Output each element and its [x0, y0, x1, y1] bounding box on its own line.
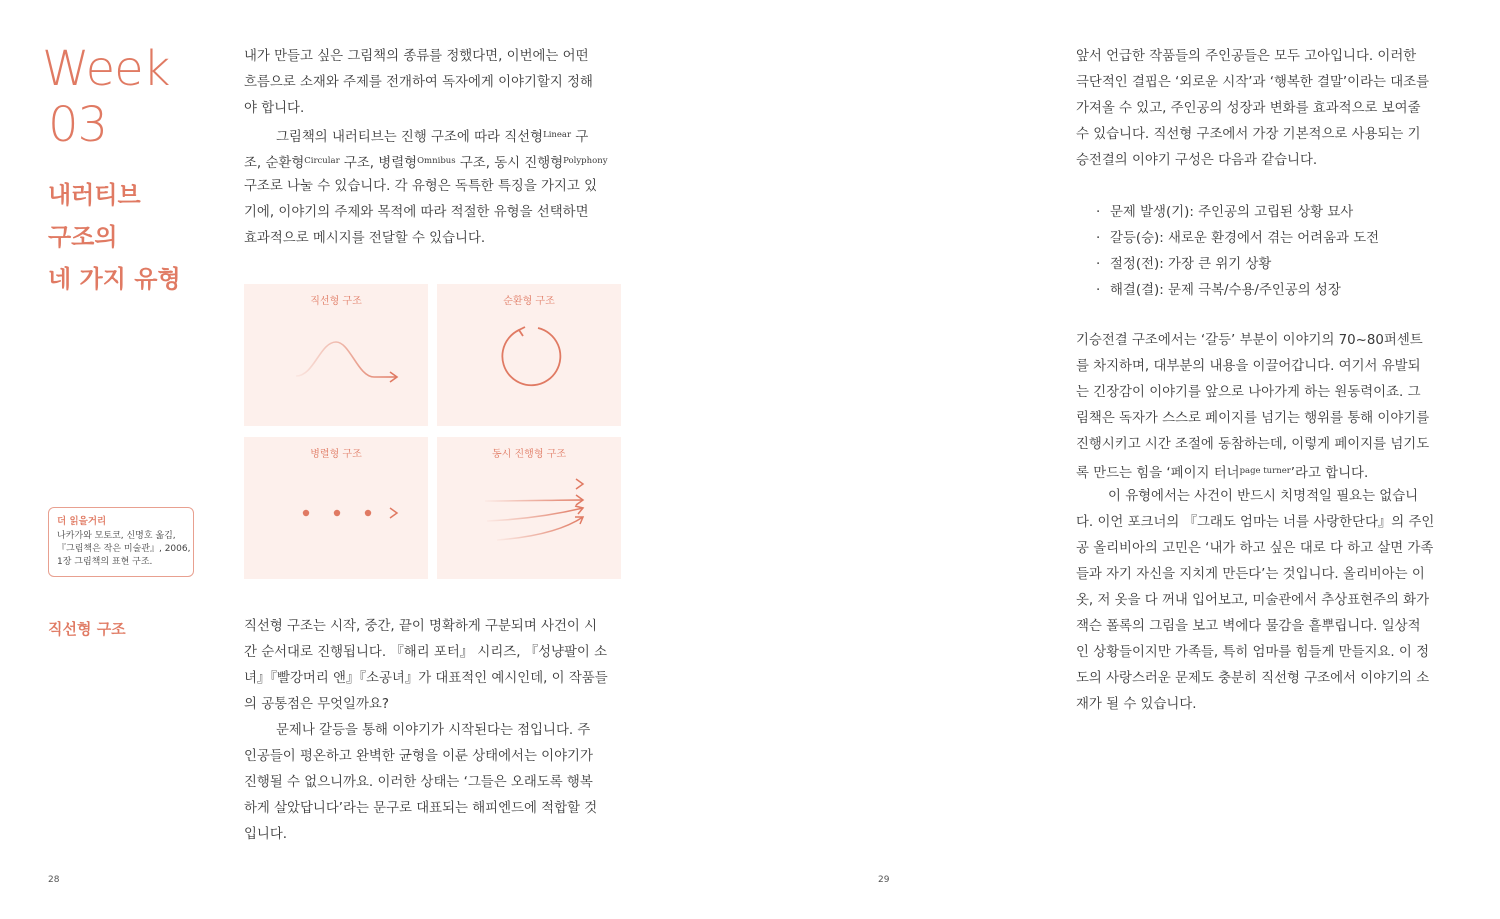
- circular-arrow-icon: [437, 284, 621, 426]
- text-line: 수 있습니다. 직선형 구조에서 가장 기본적으로 사용되는 기: [1076, 127, 1421, 142]
- gloss-page-turner: page turner: [1239, 466, 1291, 476]
- polyphony-arrows-icon: [437, 437, 621, 579]
- text-line: 구조로 나눌 수 있습니다. 각 유형은 독특한 특징을 가지고 있: [244, 179, 598, 194]
- text-line: 인 상황들이지만 가족들, 특히 엄마를 힘들게 만들지요. 이 정: [1076, 645, 1430, 660]
- intro-text: [244, 44, 622, 252]
- text-line: 내가 만들고 싶은 그림책의 종류를 정했다면, 이번에는 어떤: [244, 49, 589, 64]
- text-line: 하게 살았답니다’라는 문구로 대표되는 해피엔드에 적합할 것: [244, 801, 598, 816]
- diagram-omnibus: [244, 437, 428, 579]
- text-line: 잭슨 폴록의 그림을 보고 벽에다 물감을 흩뿌립니다. 일상적: [1076, 619, 1421, 634]
- text-line: 조, 순환형$^{Circular}$ 구조, 병렬형$^{Omnibus}$ 구조, 동시 진행형$^{Polyphony}$: [244, 156, 608, 171]
- right-body-text: [1076, 328, 1454, 718]
- chapter-title-line: 구조의: [48, 223, 118, 251]
- text-line: 림책은 독자가 스스로 페이지를 넘기는 행위를 통해 이야기를: [1076, 411, 1430, 426]
- chapter-title-line: 내러티브: [48, 181, 141, 209]
- gloss-linear: Linear: [543, 130, 572, 140]
- text-line: 앞서 언급한 작품들의 주인공들은 모두 고아입니다. 이러한: [1076, 49, 1417, 64]
- further-reading-box: [48, 507, 194, 577]
- parallel-dots-icon: [244, 437, 428, 579]
- text-line: 기승전결 구조에서는 ‘갈등’ 부분이 이야기의 70~80퍼센트: [1076, 333, 1423, 348]
- text-line: 를 차지하며, 대부분의 내용을 이끌어갑니다. 여기서 유발되: [1076, 359, 1421, 374]
- text-line: 이 유형에서는 사건이 반드시 치명적일 필요는 없습니: [1108, 489, 1419, 504]
- week-label: Week: [42, 41, 170, 97]
- text-line: 간 순서대로 진행됩니다. 『해리 포터』 시리즈, 『성냥팔이 소: [244, 645, 608, 660]
- text-line: 기에, 이야기의 주제와 목적에 따라 적절한 유형을 선택하면: [244, 205, 589, 220]
- diagram-circular: [437, 284, 621, 426]
- diagram-label: 동시 진행형 구조: [492, 449, 566, 460]
- text-line: 진행시키고 시간 조절에 동참하는데, 이렇게 페이지를 넘기도: [1076, 437, 1430, 452]
- text-line: 녀』『빨강머리 앤』『소공녀』가 대표적인 예시인데, 이 작품들: [244, 671, 608, 686]
- text-line: 진행될 수 없으니까요. 이러한 상태는 ‘그들은 오래도록 행복: [244, 775, 593, 790]
- text-line: 극단적인 결핍은 ‘외로운 시작’과 ‘행복한 결말’이라는 대조를: [1076, 75, 1430, 90]
- bullet-marker: ·: [1096, 257, 1101, 272]
- linear-structure-text: [244, 614, 622, 848]
- text-line: 그림책의 내러티브는 진행 구조에 따라 직선형$^{Linear}$ 구: [276, 130, 589, 145]
- text-line: 문제나 갈등을 통해 이야기가 시작된다는 점입니다. 주: [276, 723, 591, 738]
- week-number: 03: [48, 97, 108, 153]
- chapter-title-line: 네 가지 유형: [48, 265, 181, 293]
- section-heading: 직선형 구조: [48, 620, 126, 638]
- text-line: 다. 이언 포크너의 『그래도 엄마는 너를 사랑한단다』의 주인: [1076, 515, 1435, 530]
- further-reading-title: 더 읽을거리: [57, 516, 107, 527]
- text-line: 흐름으로 소재와 주제를 전개하여 독자에게 이야기할지 정해: [244, 75, 593, 90]
- text-line: 승전결의 이야기 구성은 다음과 같습니다.: [1076, 153, 1318, 168]
- diagram-polyphony: [437, 437, 621, 579]
- text-line: 직선형 구조는 시작, 중간, 끝이 명확하게 구분되며 사건이 시: [244, 619, 598, 634]
- text-line: 효과적으로 메시지를 전달할 수 있습니다.: [244, 231, 486, 246]
- diagram-linear: [244, 284, 428, 426]
- text-line: 인공들이 평온하고 완벽한 균형을 이룬 상태에서는 이야기가: [244, 749, 593, 764]
- text-line: 도의 사랑스러운 문제도 충분히 직선형 구조에서 이야기의 소: [1076, 671, 1430, 686]
- text-line: 록 만드는 힘을 ‘페이지 터너$^{page turner}$’라고 합니다.: [1076, 466, 1369, 481]
- gloss-polyphony: Polyphony: [563, 156, 608, 166]
- text-line: 입니다.: [244, 827, 288, 842]
- gloss-omnibus: Omnibus: [417, 156, 456, 166]
- list-item: · 문제 발생(기): 주인공의 고립된 상황 묘사: [1096, 200, 1379, 226]
- further-reading-line: 1장 그림책의 표현 구조.: [57, 557, 153, 567]
- bullet-marker: ·: [1096, 205, 1101, 220]
- text-line: 야 합니다.: [244, 101, 305, 116]
- bullet-marker: ·: [1096, 283, 1101, 298]
- page-number-left: 28: [48, 875, 60, 885]
- further-reading-line: 『그림책은 작은 미술관』, 2006,: [57, 544, 191, 554]
- text-line: 재가 될 수 있습니다.: [1076, 697, 1197, 712]
- text-line: 옷, 저 옷을 다 꺼내 입어보고, 미술관에서 추상표현주의 화가: [1076, 593, 1430, 608]
- further-reading-line: 나카가와 모토코, 신명호 옮김,: [57, 531, 176, 541]
- chapter-title: [48, 174, 228, 300]
- plot-stage-list: [1096, 200, 1379, 304]
- diagram-label: 직선형 구조: [310, 296, 362, 307]
- text-line: 들과 자기 자신을 지치게 만든다’는 것입니다. 올리비아는 이: [1076, 567, 1425, 582]
- list-item: · 절정(전): 가장 큰 위기 상황: [1096, 252, 1379, 278]
- diagram-label: 순환형 구조: [503, 296, 555, 307]
- list-item: · 갈등(승): 새로운 환경에서 겪는 어려움과 도전: [1096, 226, 1379, 252]
- right-intro-text: [1076, 44, 1454, 174]
- list-item: · 해결(결): 문제 극복/수용/주인공의 성장: [1096, 278, 1379, 304]
- bullet-marker: ·: [1096, 231, 1101, 246]
- text-line: 공 올리비아의 고민은 ‘내가 하고 싶은 대로 다 하고 살면 가족: [1076, 541, 1434, 556]
- text-line: 가져올 수 있고, 주인공의 성장과 변화를 효과적으로 보여줄: [1076, 101, 1421, 116]
- text-line: 는 긴장감이 이야기를 앞으로 나아가게 하는 원동력이죠. 그: [1076, 385, 1421, 400]
- linear-curve-icon: [244, 284, 428, 426]
- diagram-label: 병렬형 구조: [310, 449, 362, 460]
- text-line: 의 공통점은 무엇일까요?: [244, 697, 389, 712]
- page-number-right: 29: [878, 875, 890, 885]
- gloss-circular: Circular: [304, 156, 340, 166]
